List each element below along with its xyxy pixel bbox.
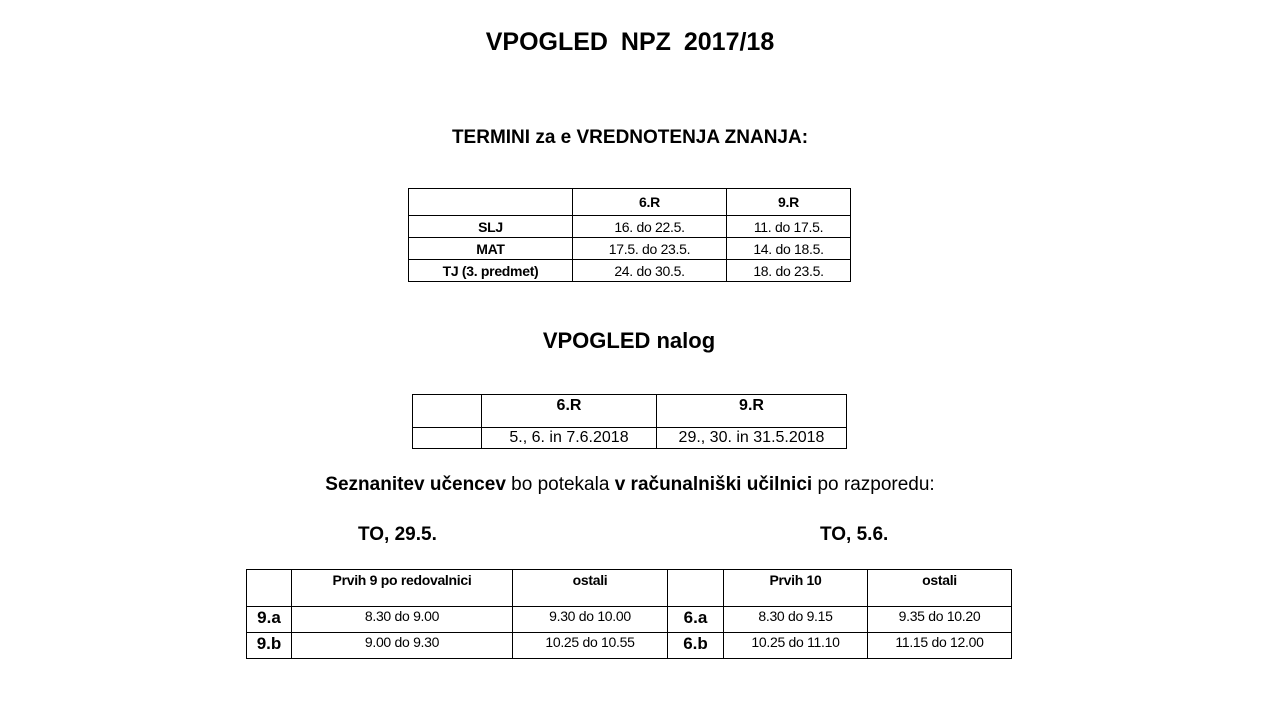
table-header-cell: [413, 395, 482, 428]
class-label: 6.b: [668, 633, 724, 659]
table-cell: 24. do 30.5.: [573, 260, 727, 282]
seznanitev-plain-2: po razporedu:: [812, 474, 935, 495]
day-left-label: TO, 29.5.: [358, 524, 437, 545]
subject-label: TJ (3. predmet): [409, 260, 573, 282]
table-cell: 8.30 do 9.15: [724, 607, 868, 633]
table-cell: 10.25 do 10.55: [513, 633, 668, 659]
table-header-cell: 6.R: [573, 189, 727, 216]
vpogled-table: [412, 394, 847, 449]
table-header-cell: [247, 570, 292, 607]
table-cell: 9.30 do 10.00: [513, 607, 668, 633]
table-header-cell: 9.R: [657, 395, 847, 428]
table-row: [409, 216, 851, 238]
seznanitev-text: [0, 474, 1260, 496]
seznanitev-bold-2: v računalniški učilnici: [614, 474, 813, 495]
table-header-cell: [409, 189, 573, 216]
seznanitev-bold-1: Seznanitev učencev: [325, 474, 506, 495]
seznanitev-plain-1: bo potekala: [505, 474, 615, 495]
table-cell: [413, 428, 482, 449]
subject-label: MAT: [409, 238, 573, 260]
table-cell: 11. do 17.5.: [727, 216, 851, 238]
table-row: [409, 260, 851, 282]
class-label: 9.b: [247, 633, 292, 659]
table-cell: 11.15 do 12.00: [868, 633, 1012, 659]
table-header-cell: ostali: [513, 570, 668, 607]
termini-table: [408, 188, 851, 282]
table-header-cell: ostali: [868, 570, 1012, 607]
table-cell: 14. do 18.5.: [727, 238, 851, 260]
table-cell: 8.30 do 9.00: [292, 607, 513, 633]
table-cell: 5., 6. in 7.6.2018: [482, 428, 657, 449]
table-header-cell: 6.R: [482, 395, 657, 428]
table-row: [247, 607, 1012, 633]
razpored-table: [246, 569, 1012, 659]
subject-label: SLJ: [409, 216, 573, 238]
table-cell: 10.25 do 11.10: [724, 633, 868, 659]
class-label: 9.a: [247, 607, 292, 633]
table-row: [409, 238, 851, 260]
table-row: [413, 428, 847, 449]
termini-heading: TERMINI za e VREDNOTENJA ZNANJA:: [451, 127, 809, 148]
table-header-row: [409, 189, 851, 216]
table-cell: 16. do 22.5.: [573, 216, 727, 238]
table-header-cell: 9.R: [727, 189, 851, 216]
page-title: VPOGLED NPZ 2017/18: [485, 28, 775, 56]
table-row: [247, 633, 1012, 659]
vpogled-heading: VPOGLED nalog: [542, 328, 716, 353]
table-header-cell: [668, 570, 724, 607]
table-header-cell: Prvih 9 po redovalnici: [292, 570, 513, 607]
table-cell: 9.00 do 9.30: [292, 633, 513, 659]
table-cell: 17.5. do 23.5.: [573, 238, 727, 260]
table-cell: 29., 30. in 31.5.2018: [657, 428, 847, 449]
table-header-row: [413, 395, 847, 428]
table-header-cell: Prvih 10: [724, 570, 868, 607]
day-right-label: TO, 5.6.: [820, 524, 889, 545]
table-header-row: [247, 570, 1012, 607]
table-cell: 9.35 do 10.20: [868, 607, 1012, 633]
class-label: 6.a: [668, 607, 724, 633]
table-cell: 18. do 23.5.: [727, 260, 851, 282]
